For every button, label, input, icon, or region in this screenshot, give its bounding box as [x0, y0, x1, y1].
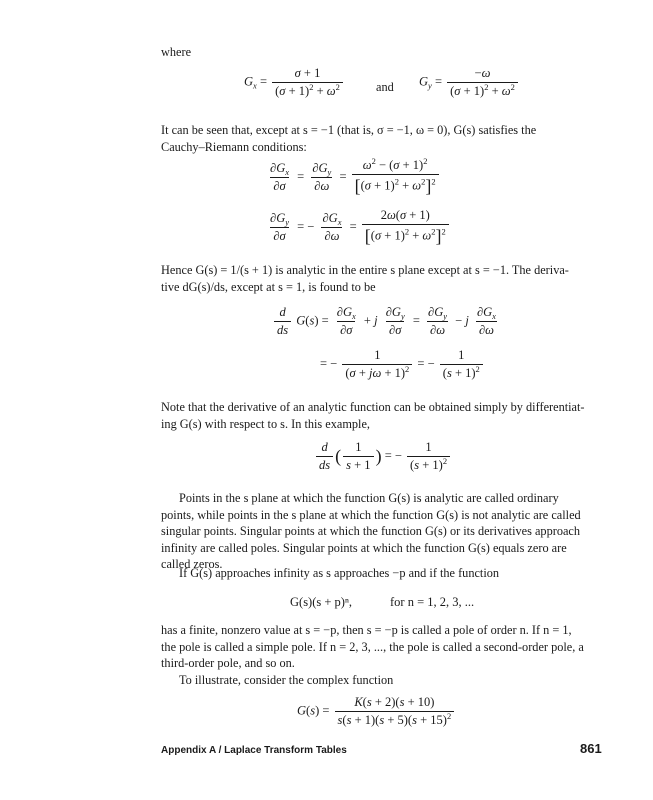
line: third-order pole, and so on.: [161, 656, 295, 671]
line: called zeros.: [161, 557, 223, 572]
paragraph-points-definitions: [161, 490, 611, 573]
page-number: 861: [580, 741, 602, 756]
line: singular points. Singular points at which the function G(s) or its derivatives approach: [161, 524, 581, 539]
equation-gx: $G_x$ = $\frac{\sigma + 1}{(\sigma + 1)^2 + \omega^2}$: [244, 66, 345, 99]
line: Points in the s plane at which the function G(s) is analytic are called ordinary: [179, 491, 559, 505]
equation-derivative-1: $\frac{d}{ds}$ G(s) = $\frac{\partial G_x}{\partial\sigma}$ + j $\frac{\partial G_y}{\partial\sigma}$ = $\frac{\partial G_y}{\partial\omega}$ − j $\frac{\partial G_x}{\partial\omega}$: [272, 305, 501, 338]
line: If G(s) approaches infinity as s approaches −p and if the function: [179, 566, 500, 580]
line: Note that the derivative of an analytic function can be obtained simply by differentiat-: [161, 400, 585, 414]
line: the pole is called a simple pole. If n = 2, 3, ..., the pole is called a second-order pole, a: [161, 639, 584, 654]
line: Cauchy–Riemann conditions:: [161, 139, 307, 154]
line: has a finite, nonzero value at s = −p, then s = −p is called a pole of order n. If n = 1,: [161, 623, 572, 637]
paragraph-illustrate: [161, 672, 611, 689]
line: ing G(s) with respect to s. In this example,: [161, 416, 371, 431]
equation-pole-order-cond-text: for n = 1, 2, 3, ...: [390, 595, 475, 609]
equation-derivative-2: = − $\frac{1}{(\sigma + j\omega + 1)^2}$ = − $\frac{1}{(s + 1)^2}$: [320, 348, 485, 381]
line: It can be seen that, except at s = −1 (that is, σ = −1, ω = 0), G(s) satisfies the: [161, 123, 537, 137]
line: infinity are called poles. Singular points at which the function G(s) equals zero are: [161, 540, 567, 555]
footer-section-title: Appendix A / Laplace Transform Tables: [161, 745, 347, 756]
equation-cauchy-riemann-2: $\frac{\partial G_y}{\partial\sigma}$ = − $\frac{\partial G_x}{\partial\omega}$ = $\frac{2\omega(\sigma + 1)}{[(\sigma + 1)^2 + \omega^2]^2}$: [265, 208, 451, 247]
paragraph-pole-order: [161, 622, 611, 672]
equation-pole-order-condition: [390, 595, 474, 610]
paragraph-cauchy-intro: [161, 122, 611, 155]
equation-gy: $G_y$ = $\frac{-\omega}{(\sigma + 1)^2 + \omega^2}$: [419, 66, 520, 99]
line: Hence G(s) = 1/(s + 1) is analytic in the entire s plane except at s = −1. The deriva-: [161, 263, 569, 277]
equation-example-derivative: $\frac{d}{ds}$ ( $\frac{1}{s + 1}$ ) = − $\frac{1}{(s + 1)^2}$: [314, 440, 452, 473]
paragraph-pole-intro: [161, 565, 611, 582]
text-where: where: [161, 45, 192, 59]
paragraph-analytic: [161, 262, 611, 295]
paragraph-derivative-note: [161, 399, 611, 432]
line: tive dG(s)/ds, except at s = 1, is found to be: [161, 279, 376, 294]
equation-pole-order-expr: G(s)(s + p)ⁿ,: [290, 595, 353, 609]
line: To illustrate, consider the complex function: [179, 673, 394, 687]
equation-complex-function: G(s) = $\frac{K(s + 2)(s + 10)}{s(s + 1)(s + 5)(s + 15)^2}$: [297, 695, 456, 728]
equation-pole-order: [290, 595, 352, 610]
line: points, while points in the s plane at which the function G(s) is not analytic are called: [161, 507, 581, 522]
text-and: and: [376, 80, 394, 94]
equation-cauchy-riemann-1: $\frac{\partial G_x}{\partial\sigma}$ = $\frac{\partial G_y}{\partial\omega}$ = $\frac{\omega^2 - (\sigma + 1)^2}{[(\sigma + 1)^2 + \omega^2]^2}$: [265, 158, 441, 197]
